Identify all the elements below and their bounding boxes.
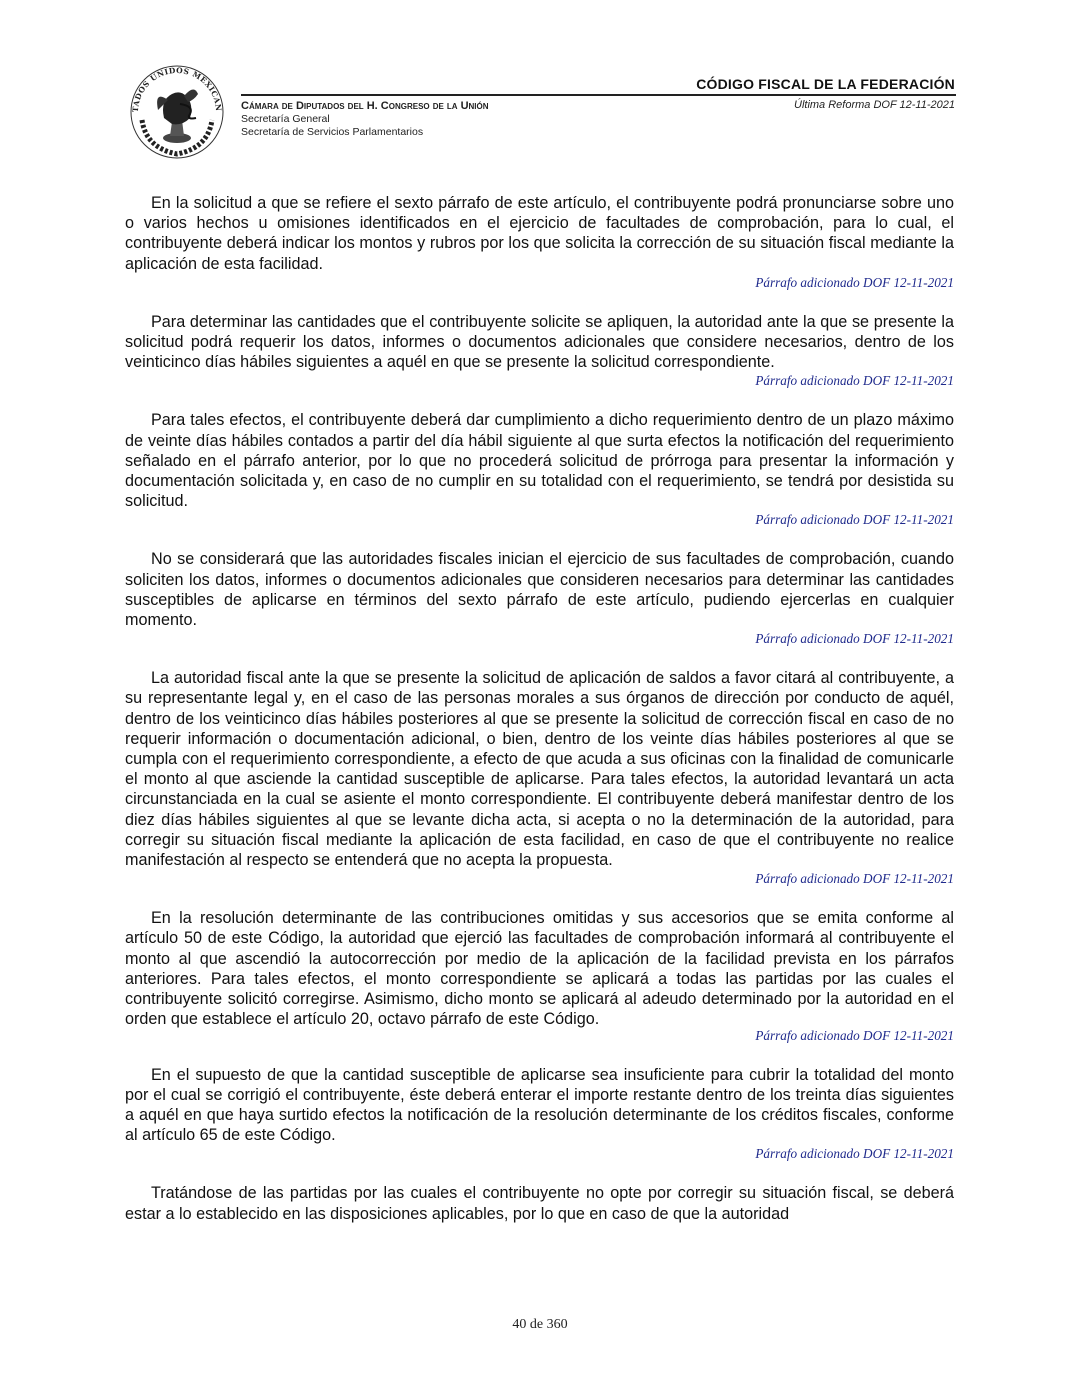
paragraph: No se considerará que las autoridades fiscales inician el ejercicio de sus facultades de comprobación, cuando soliciten los datos, informes o documentos adicionales que consideren necesarios para determinar las cantidades susceptibles de aplicarse en términos del sexto párrafo de este artículo, pudiendo ejercerlas en cualquier momento. (125, 550, 954, 630)
paragraph: La autoridad fiscal ante la que se presente la solicitud de aplicación de saldos a favor citará al contribuyente, a su representante legal y, en el caso de las personas morales a sus órganos de dirección por conducto de aquél, dentro de los veinticinco días hábiles posteriores al que se presente la solicitud de corrección fiscal en caso de no requerir información o documentación adicional, o bien, dentro de los veinte días hábiles posteriores al que se cumpla con el requerimiento correspondiente, a efecto de que acuda a sus oficinas con la finalidad de comunicarle el monto al que asciende la cantidad susceptible de aplicarse. Para tales efectos, la autoridad levantará un acta circunstanciada en la cual se asiente el monto correspondiente. El contribuyente deberá manifestar dentro de los diez días hábiles siguientes al que se levante dicha acta, si acepta o no la determinación de la autoridad, para corregir su situación fiscal mediante la aplicación de esta facilidad, en caso de que el contribuyente no realice manifestación al respecto se entenderá que no acepta la propuesta. (125, 669, 954, 870)
document-title: CÓDIGO FISCAL DE LA FEDERACIÓN (696, 76, 955, 92)
national-seal-logo (124, 60, 230, 160)
amendment-note: Párrafo adicionado DOF 12-11-2021 (755, 1146, 954, 1162)
paragraph-block (125, 410, 954, 529)
general-secretariat: Secretaría General (241, 113, 330, 125)
paragraph-block (125, 908, 954, 1044)
svg-text:ESTADOS UNIDOS MEXICANOS: TADOS UNIDOS MEXICAN (130, 65, 224, 113)
chamber-header (241, 100, 489, 139)
last-reform-date: Última Reforma DOF 12-11-2021 (794, 99, 955, 111)
paragraph-block (125, 1065, 954, 1164)
amendment-note: Párrafo adicionado DOF 12-11-2021 (755, 512, 954, 528)
paragraph: En la solicitud a que se refiere el sexto párrafo de este artículo, el contribuyente podrá pronunciarse sobre uno o varios hechos u omisiones identificados en el ejercicio de facultades de comprobación, para lo cual, el contribuyente deberá indicar los montos y rubros por los que solicita la corrección de su situación fiscal mediante la aplicación de esta facilidad. (125, 194, 954, 273)
page-number: 40 de 360 (512, 1317, 568, 1332)
parliamentary-services: Secretaría de Servicios Parlamentarios (241, 126, 424, 138)
paragraph: En la resolución determinante de las contribuciones omitidas y sus accesorios que se emita conforme al artículo 50 de este Código, la autoridad que ejerció las facultades de comprobación informará al contribuyente el monto al que ascendió la autocorrección por medio de la aplicación de la facilidad prevista en los párrafos anteriores. Para tales efectos, el monto correspondiente se aplicará a todas las partidas por las cuales el contribuyente solicitó corregirse. Asimismo, dicho monto se aplicará al adeudo determinado por la autoridad en el orden que establece el artículo 20, octavo párrafo de este Código. (125, 909, 954, 1029)
paragraph: Para determinar las cantidades que el contribuyente solicite se apliquen, la autoridad ante la que se presente la solicitud podrá requerir los datos, informes o documentos adicionales que considere necesarios, dentro de los veinticinco días hábiles siguientes a aquél en que se presente la solicitud correspondiente. (125, 312, 954, 372)
header-divider (241, 94, 956, 96)
paragraph: En el supuesto de que la cantidad susceptible de aplicarse sea insuficiente para cubrir la totalidad del monto por el cual se corrigió el contribuyente, éste deberá enterar el importe restante dentro de los treinta días siguientes a aquél en que haya surtido efectos la notificación de la resolución determinante de los créditos fiscales, conforme al artículo 65 de este Código. (125, 1065, 954, 1145)
amendment-note: Párrafo adicionado DOF 12-11-2021 (755, 871, 954, 887)
document-body (125, 193, 954, 1224)
paragraph-block (125, 668, 954, 888)
amendment-note: Párrafo adicionado DOF 12-11-2021 (755, 373, 954, 389)
chamber-name: Cámara de Diputados del H. Congreso de la Unión (241, 100, 489, 112)
paragraph-block (125, 193, 954, 292)
paragraph-block (125, 312, 954, 391)
amendment-note: Párrafo adicionado DOF 12-11-2021 (755, 1027, 954, 1043)
amendment-note: Párrafo adicionado DOF 12-11-2021 (755, 631, 954, 647)
amendment-note: Párrafo adicionado DOF 12-11-2021 (755, 274, 954, 290)
paragraph-block (125, 549, 954, 648)
paragraph-block (125, 1183, 954, 1223)
paragraph: Tratándose de las partidas por las cuales el contribuyente no opte por corregir su situación fiscal, se deberá estar a lo establecido en las disposiciones aplicables, por lo que en caso de que la autoridad (125, 1184, 954, 1223)
paragraph: Para tales efectos, el contribuyente deberá dar cumplimiento a dicho requerimiento dentro de un plazo máximo de veinte días hábiles contados a partir del día hábil siguiente al que surta efectos la notificación del requerimiento señalado en el párrafo anterior, por lo que no procederá solicitud de prórroga para presentar la información y documentación solicitada y, en caso de no cumplir en su totalidad con el requerimiento, se tendrá por desistida su solicitud. (125, 411, 954, 511)
